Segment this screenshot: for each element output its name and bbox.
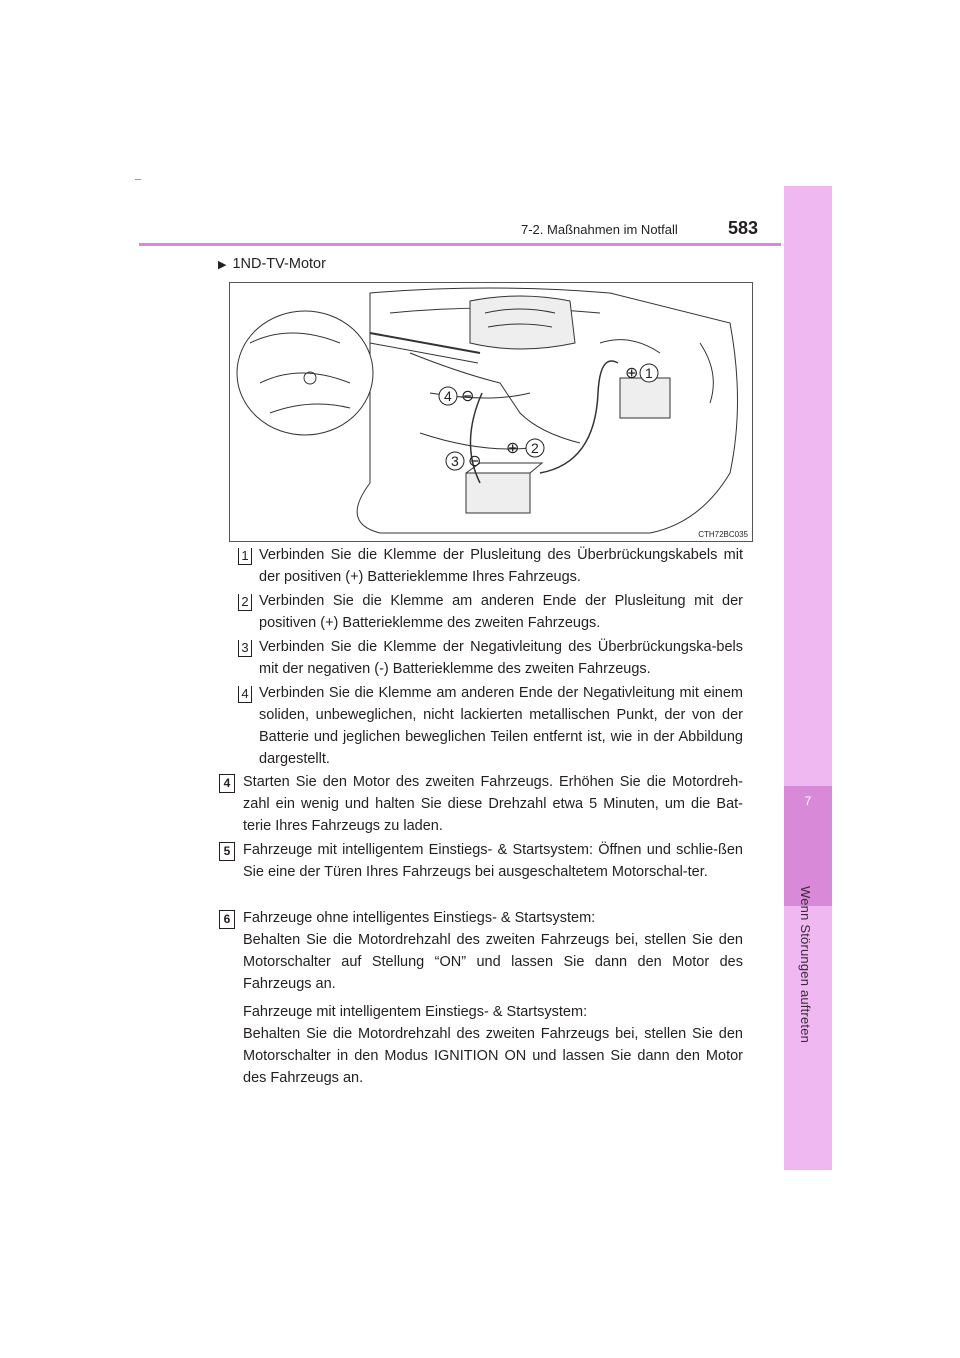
plus-symbol-icon: ⊕ (625, 365, 639, 382)
engine-bay-drawing (230, 283, 752, 541)
chapter-title: Wenn Störungen auftreten (798, 886, 813, 1044)
engine-label: 1ND-TV-Motor (232, 256, 326, 272)
figure-code: CTH72BC035 (698, 530, 748, 539)
step-number-box: 4 (219, 774, 235, 793)
step-4-text (243, 771, 743, 843)
engine-heading (218, 256, 326, 272)
step-6-text (243, 907, 743, 1095)
callout-2: 2 (531, 440, 539, 456)
callout-3: 3 (451, 453, 459, 469)
chapter-number: 7 (804, 794, 812, 808)
substep-number: 2 (238, 594, 252, 611)
chapter-sidebar (784, 186, 832, 1170)
header-rule (139, 243, 781, 246)
step-paragraph: Fahrzeuge mit intelligentem Einstiegs- & Startsystem: Öffnen und schlie-ßen Sie eine der Türen Ihres Fahrzeugs bei ausgeschaltetem Motorschal-ter. (243, 842, 743, 880)
page-number: 583 (728, 218, 759, 238)
step-5-text (243, 839, 743, 889)
plus-symbol-icon: ⊕ (506, 440, 520, 457)
triangle-arrow-icon: ▶ (218, 259, 227, 271)
callout-1: 1 (645, 365, 653, 381)
step-number-box: 5 (219, 842, 235, 861)
substep-text: Verbinden Sie die Klemme der Plusleitung des Überbrückungskabels mit der positiven (+) Batterieklemme Ihres Fahrzeugs. (259, 547, 743, 585)
callout-4: 4 (444, 388, 452, 404)
section-title: 7-2. Maßnahmen im Notfall (521, 222, 678, 237)
engine-illustration (229, 282, 753, 542)
corner-mark (135, 179, 141, 180)
step-paragraph: Behalten Sie die Motordrehzahl des zweiten Fahrzeugs bei, stellen Sie den Motorschalter auf Stellung “ON” und lassen Sie dann den Motor des Fahrzeugs an. (243, 932, 743, 992)
substep-text: Verbinden Sie die Klemme der Negativleitung des Überbrückungska-bels mit der negativen (-) Batterieklemme des zweiten Fahrzeugs. (259, 639, 743, 677)
substep-number: 1 (238, 548, 252, 565)
step-paragraph: Fahrzeuge mit intelligentem Einstiegs- & Startsystem: (243, 1004, 588, 1020)
substep-number: 3 (238, 640, 252, 657)
step-paragraph: Fahrzeuge ohne intelligentes Einstiegs- & Startsystem: (243, 910, 596, 926)
substep-text: Verbinden Sie die Klemme am anderen Ende der Plusleitung mit der positiven (+) Batterieklemme des zweiten Fahrzeugs. (259, 593, 743, 631)
step-paragraph: Starten Sie den Motor des zweiten Fahrzeugs. Erhöhen Sie die Motordreh-zahl ein wenig und halten Sie diese Drehzahl etwa 5 Minuten, um die Bat-terie Ihres Fahrzeugs zu laden. (243, 774, 743, 834)
step-paragraph: Behalten Sie die Motordrehzahl des zweiten Fahrzeugs bei, stellen Sie den Motorschalter in den Modus IGNITION ON und lassen Sie dann den Motor des Fahrzeugs an. (243, 1026, 743, 1086)
substep-number: 4 (238, 686, 252, 703)
substep-text: Verbinden Sie die Klemme am anderen Ende der Negativleitung mit einem soliden, unbeweglichen, nicht lackierten metallischen Punkt, der von der Batterie und jeglichen beweglichen Teilen entfernt ist, wie in der Abbildung dargestellt. (259, 685, 743, 767)
step-number-box: 6 (219, 910, 235, 929)
minus-symbol-icon: ⊖ (468, 453, 482, 470)
minus-symbol-icon: ⊖ (461, 388, 475, 405)
